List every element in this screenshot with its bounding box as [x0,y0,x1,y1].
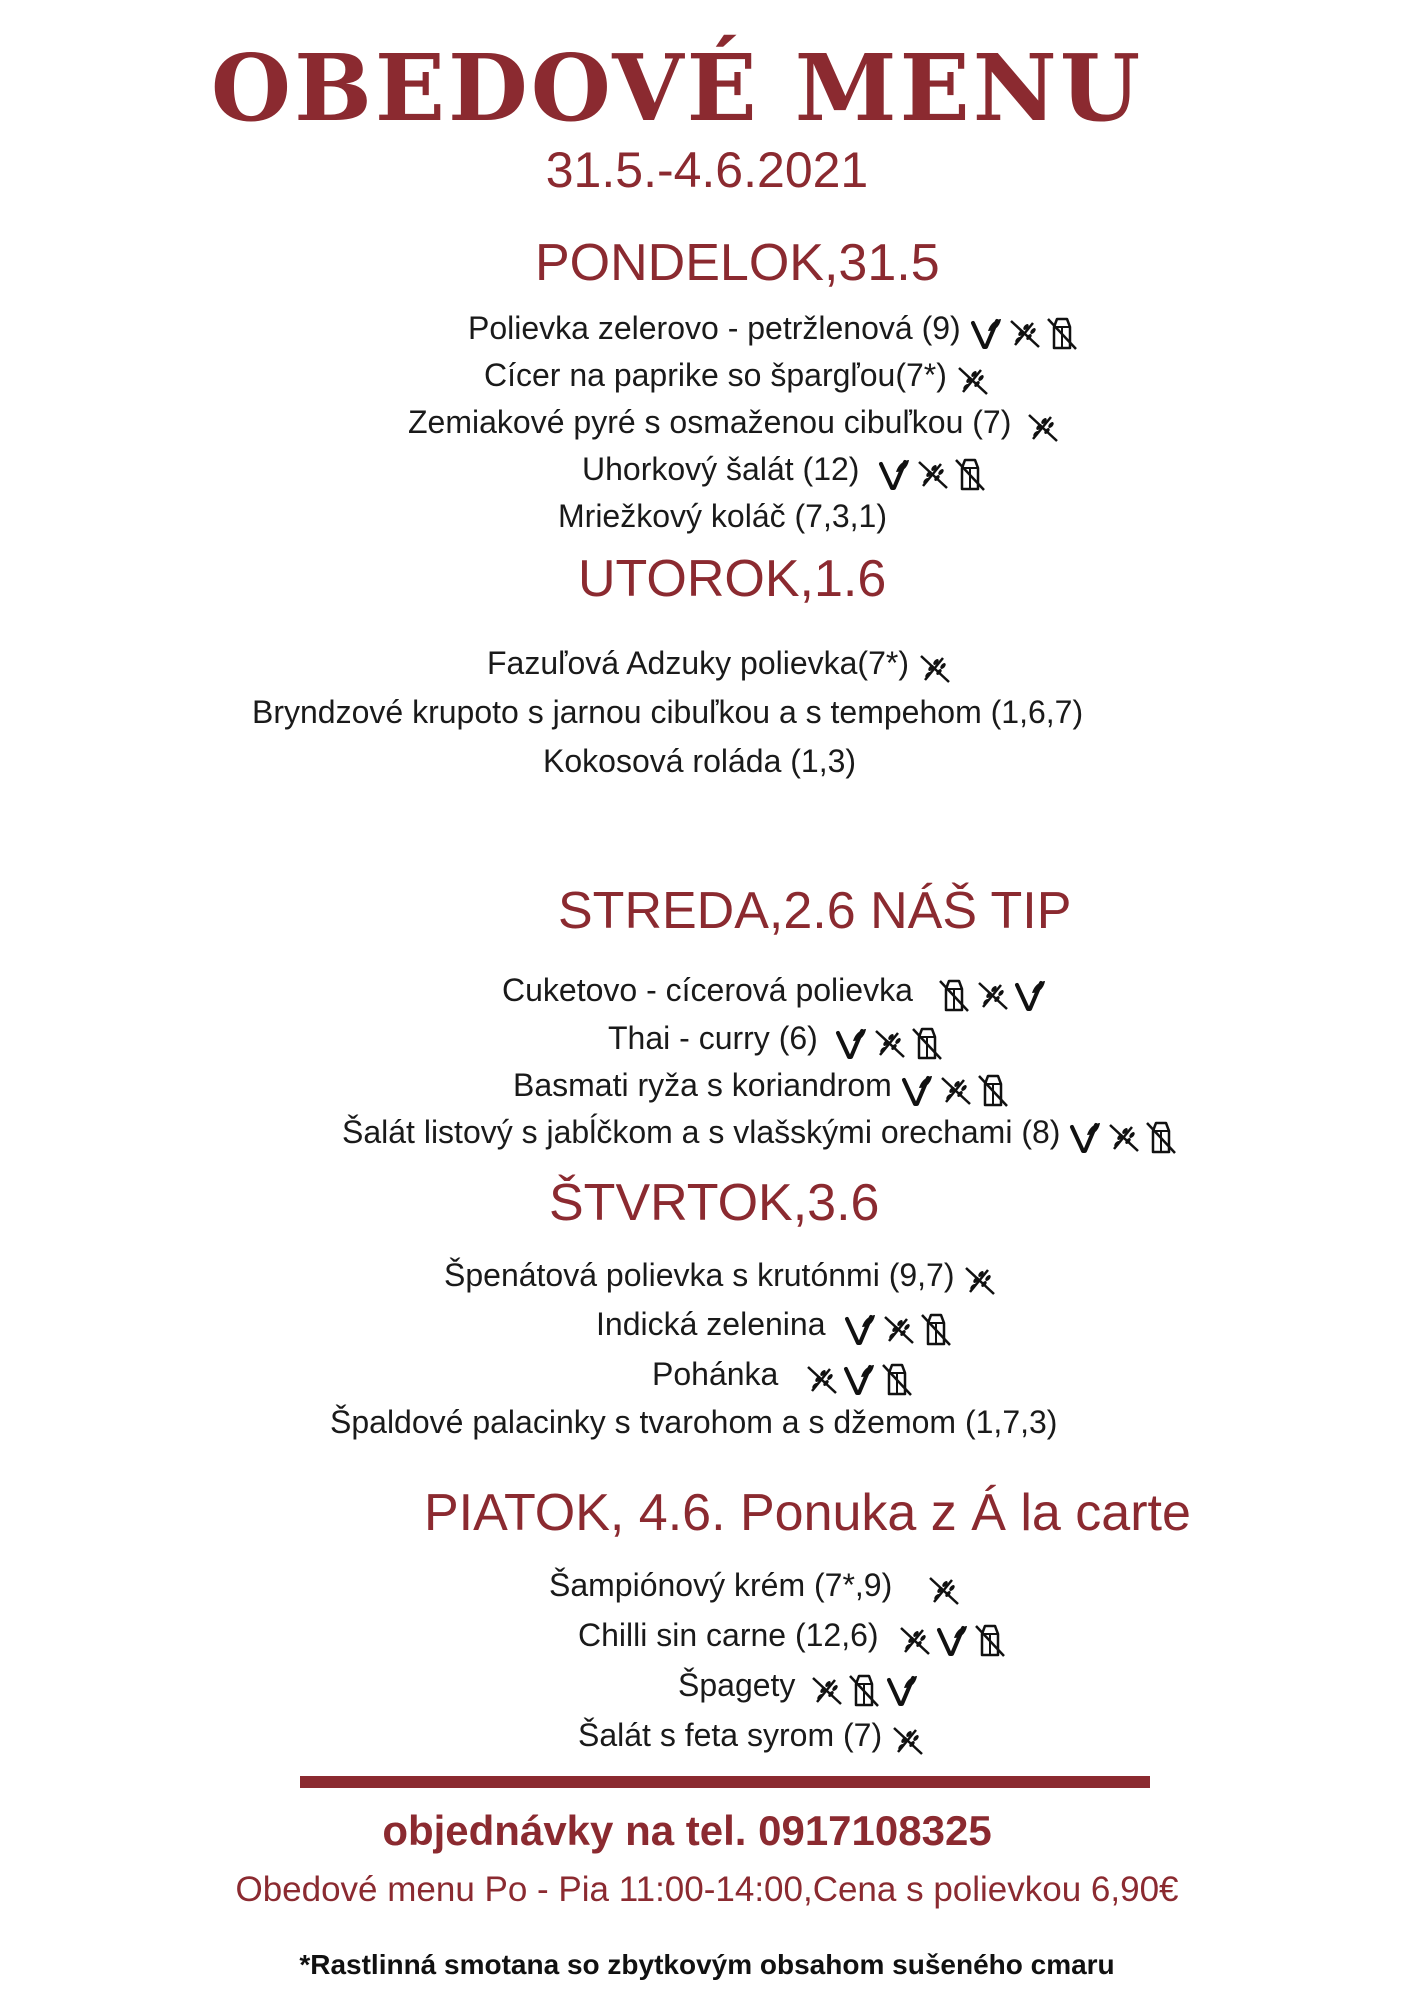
menu-item-text: Chilli sin carne (12,6) [578,1617,879,1653]
menu-item-text: Thai - curry (6) [608,1020,818,1056]
gluten-free-icon [917,650,951,686]
menu-item [342,1110,1178,1157]
diet-icons [800,1355,914,1399]
dairy-free-icon [937,977,971,1013]
menu-item [252,690,1083,734]
diet-icons [893,1616,1007,1660]
gluten-free-icon [872,1025,906,1061]
day-heading-thursday: ŠTVRTOK,3.6 [549,1174,880,1232]
dairy-free-icon [880,1361,914,1397]
day-heading-tuesday: UTOROK,1.6 [578,550,887,608]
dairy-free-icon [910,1025,944,1061]
menu-item-text: Polievka zelerovo - petržlenová (9) [468,310,961,346]
menu-item-text: Cícer na paprike so špargľou(7*) [484,357,947,393]
diet-icons [805,1666,919,1710]
menu-item-text: Uhorkový šalát (12) [582,451,860,487]
vegan-icon [843,1311,877,1347]
menu-item [578,1613,1007,1660]
gluten-free-icon [890,1722,924,1758]
menu-item [330,1400,1057,1444]
menu-item [487,641,951,688]
gluten-free-icon [1025,409,1059,445]
gluten-free-icon [926,1572,960,1608]
menu-item-text: Kokosová roláda (1,3) [543,743,857,779]
gluten-free-icon [1106,1119,1140,1155]
diet-icons [896,1066,1010,1110]
hours-price-line: Obedové menu Po - Pia 11:00-14:00,Cena s polievkou 6,90€ [235,1870,1179,1909]
menu-item [558,494,887,538]
gluten-free-icon [938,1072,972,1108]
day-heading-wednesday: STREDA,2.6 NÁŠ TIP [558,882,1072,940]
menu-item-text: Šampiónový krém (7*,9) [549,1567,893,1603]
menu-item [513,1063,1010,1110]
menu-item-text: Bryndzové krupoto s jarnou cibuľkou a s tempehom (1,6,7) [252,694,1084,730]
vegan-icon [842,1361,876,1397]
vegan-icon [834,1025,868,1061]
menu-item-text: Špagety [678,1667,796,1703]
dairy-free-icon [919,1311,953,1347]
gluten-free-icon [1007,315,1041,351]
diet-icons [886,1716,924,1760]
dairy-free-icon [953,456,987,492]
vegan-icon [900,1072,934,1108]
menu-item [608,1016,944,1063]
order-phone-line: objednávky na tel. 0917108325 [382,1807,992,1854]
menu-item [678,1663,919,1710]
diet-icons [922,1566,960,1610]
vegan-icon [885,1672,919,1708]
gluten-free-icon [955,362,989,398]
menu-item [408,400,1059,447]
diet-icons [958,1256,996,1300]
menu-item [578,1713,924,1760]
vegan-icon [935,1622,969,1658]
vegan-icon [1068,1119,1102,1155]
dairy-free-icon [1045,315,1079,351]
menu-item-text: Šalát listový s jabĺčkom a s vlašskými orechami (8) [342,1114,1061,1150]
menu-item [596,1302,953,1349]
divider [300,1776,1150,1788]
menu-item-text: Špenátová polievka s krutónmi (9,7) [444,1257,955,1293]
menu-item-text: Šalát s feta syrom (7) [578,1717,883,1753]
diet-icons [1021,403,1059,447]
diet-icons [1064,1113,1178,1157]
menu-item [652,1352,914,1399]
vegan-icon [969,315,1003,351]
gluten-free-icon [804,1361,838,1397]
menu-title: OBEDOVÉ MENU [210,34,1144,142]
menu-item-text: Fazuľová Adzuky polievka(7*) [487,645,909,681]
menu-item-text: Zemiakové pyré s osmaženou cibuľkou (7) [408,404,1012,440]
diet-icons [933,971,1047,1015]
menu-item-text: Pohánka [652,1356,779,1392]
diet-icons [839,1305,953,1349]
dairy-free-icon [847,1672,881,1708]
day-heading-monday: PONDELOK,31.5 [535,234,940,292]
gluten-free-icon [881,1311,915,1347]
menu-item-text: Basmati ryža s koriandrom [513,1067,892,1103]
gluten-free-icon [975,977,1009,1013]
menu-item [543,739,856,783]
menu-item [582,447,987,494]
menu-item-text: Mriežkový koláč (7,3,1) [558,498,887,534]
menu-item [502,968,1047,1015]
menu-item [444,1253,996,1300]
footnote: *Rastlinná smotana so zbytkovým obsahom sušeného cmaru [299,1949,1115,1980]
menu-item [484,353,989,400]
day-heading-friday: PIATOK, 4.6. Ponuka z Á la carte [424,1484,1191,1542]
menu-item-text: Indická zelenina [596,1306,826,1342]
diet-icons [951,356,989,400]
dairy-free-icon [973,1622,1007,1658]
dairy-free-icon [1144,1119,1178,1155]
gluten-free-icon [809,1672,843,1708]
diet-icons [830,1019,944,1063]
menu-item-text: Cuketovo - cícerová polievka [502,972,913,1008]
gluten-free-icon [915,456,949,492]
dairy-free-icon [976,1072,1010,1108]
diet-icons [913,644,951,688]
menu-item [468,306,1079,353]
gluten-free-icon [962,1262,996,1298]
diet-icons [873,450,987,494]
diet-icons [965,309,1079,353]
vegan-icon [1013,977,1047,1013]
date-range: 31.5.-4.6.2021 [545,142,869,198]
vegan-icon [877,456,911,492]
menu-item [549,1563,960,1610]
menu-item-text: Špaldové palacinky s tvarohom a s džemom (1,7,3) [330,1404,1058,1440]
gluten-free-icon [897,1622,931,1658]
